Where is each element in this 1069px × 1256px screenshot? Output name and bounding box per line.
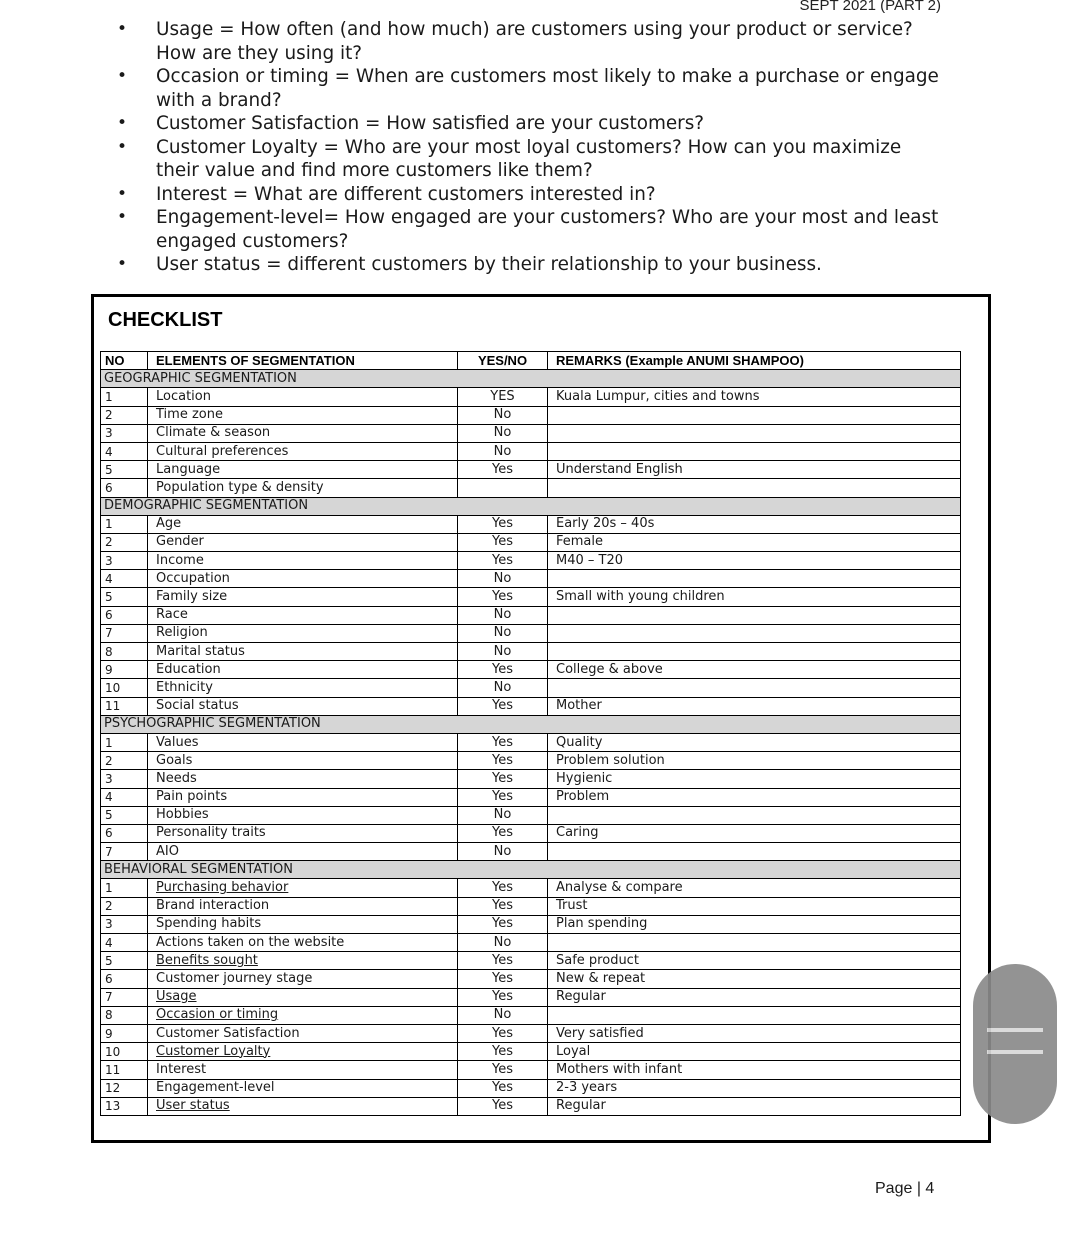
bullet-item: • Customer Loyalty = Who are your most loyal customers? How can you maximize their value and find more customers like them? xyxy=(112,136,942,183)
cell-yesno: Yes xyxy=(458,1079,548,1097)
underlined-element-text: Customer Loyalty xyxy=(156,1043,271,1059)
cell-element: AIO xyxy=(148,843,458,861)
cell-no: 8 xyxy=(101,1006,148,1024)
cell-remarks xyxy=(548,843,961,861)
cell-remarks: Trust xyxy=(548,897,961,915)
cell-element: Customer journey stage xyxy=(148,970,458,988)
cell-element xyxy=(148,1006,458,1024)
table-row xyxy=(101,624,961,642)
table-row xyxy=(101,934,961,952)
cell-yesno: Yes xyxy=(458,515,548,533)
table-row xyxy=(101,1097,961,1115)
table-row xyxy=(101,461,961,479)
column-header-no: NO xyxy=(101,352,148,370)
cell-no: 3 xyxy=(101,770,148,788)
cell-yesno: No xyxy=(458,679,548,697)
table-row xyxy=(101,970,961,988)
table-row xyxy=(101,479,961,497)
cell-no: 13 xyxy=(101,1097,148,1115)
table-row xyxy=(101,843,961,861)
cell-no: 2 xyxy=(101,752,148,770)
cell-element: Goals xyxy=(148,752,458,770)
table-header-row xyxy=(101,352,961,370)
section-row xyxy=(101,861,961,879)
cell-element: Brand interaction xyxy=(148,897,458,915)
section-row xyxy=(101,715,961,733)
column-header-remarks: REMARKS (Example ANUMI SHAMPOO) xyxy=(548,352,961,370)
section-title: DEMOGRAPHIC SEGMENTATION xyxy=(101,497,961,515)
cell-yesno: Yes xyxy=(458,1097,548,1115)
cell-yesno: YES xyxy=(458,388,548,406)
cell-yesno: Yes xyxy=(458,897,548,915)
section-row xyxy=(101,370,961,388)
cell-remarks xyxy=(548,406,961,424)
table-row xyxy=(101,1079,961,1097)
table-row xyxy=(101,806,961,824)
table-row xyxy=(101,1024,961,1042)
segmentation-table xyxy=(100,351,961,1116)
table-row xyxy=(101,697,961,715)
cell-remarks: Regular xyxy=(548,988,961,1006)
cell-yesno: Yes xyxy=(458,533,548,551)
section-row xyxy=(101,497,961,515)
table-row xyxy=(101,952,961,970)
cell-element xyxy=(148,879,458,897)
table-row xyxy=(101,1006,961,1024)
cell-yesno: Yes xyxy=(458,697,548,715)
cell-element: Location xyxy=(148,388,458,406)
cell-yesno: No xyxy=(458,442,548,460)
cell-no: 4 xyxy=(101,788,148,806)
section-title: PSYCHOGRAPHIC SEGMENTATION xyxy=(101,715,961,733)
cell-no: 9 xyxy=(101,1024,148,1042)
document-header-ref: SEPT 2021 (PART 2) xyxy=(799,0,941,14)
page-number: Page | 4 xyxy=(875,1180,935,1197)
table-row xyxy=(101,824,961,842)
cell-element: Climate & season xyxy=(148,424,458,442)
cell-element: Age xyxy=(148,515,458,533)
cell-yesno: No xyxy=(458,606,548,624)
cell-element: Spending habits xyxy=(148,915,458,933)
cell-element: Engagement-level xyxy=(148,1079,458,1097)
cell-no: 7 xyxy=(101,988,148,1006)
table-row xyxy=(101,661,961,679)
cell-no: 4 xyxy=(101,442,148,460)
cell-remarks: Female xyxy=(548,533,961,551)
cell-element: Values xyxy=(148,733,458,751)
cell-remarks: New & repeat xyxy=(548,970,961,988)
section-title: GEOGRAPHIC SEGMENTATION xyxy=(101,370,961,388)
table-row xyxy=(101,515,961,533)
cell-element: Social status xyxy=(148,697,458,715)
cell-yesno: No xyxy=(458,843,548,861)
handle-grip-icon xyxy=(987,1050,1043,1054)
table-row xyxy=(101,988,961,1006)
cell-remarks: Mother xyxy=(548,697,961,715)
table-row xyxy=(101,752,961,770)
cell-remarks xyxy=(548,570,961,588)
cell-remarks: Analyse & compare xyxy=(548,879,961,897)
table-row xyxy=(101,442,961,460)
cell-no: 5 xyxy=(101,461,148,479)
cell-yesno: Yes xyxy=(458,788,548,806)
cell-yesno: Yes xyxy=(458,588,548,606)
cell-no: 2 xyxy=(101,897,148,915)
cell-yesno: No xyxy=(458,424,548,442)
cell-yesno xyxy=(458,479,548,497)
cell-no: 6 xyxy=(101,970,148,988)
cell-yesno: Yes xyxy=(458,879,548,897)
cell-element: Family size xyxy=(148,588,458,606)
table-row xyxy=(101,1061,961,1079)
cell-no: 4 xyxy=(101,934,148,952)
section-title: BEHAVIORAL SEGMENTATION xyxy=(101,861,961,879)
cell-no: 2 xyxy=(101,533,148,551)
cell-remarks: Very satisfied xyxy=(548,1024,961,1042)
cell-remarks xyxy=(548,679,961,697)
checklist-box xyxy=(91,294,991,1143)
cell-element: Hobbies xyxy=(148,806,458,824)
cell-element xyxy=(148,988,458,1006)
underlined-element-text: Usage xyxy=(156,989,197,1005)
bullet-item: • User status = different customers by their relationship to your business. xyxy=(112,253,942,277)
underlined-element-text: Purchasing behavior xyxy=(156,880,289,896)
cell-yesno: Yes xyxy=(458,970,548,988)
cell-element: Occupation xyxy=(148,570,458,588)
cell-element: Time zone xyxy=(148,406,458,424)
bullet-list xyxy=(112,18,942,277)
cell-element: Customer Satisfaction xyxy=(148,1024,458,1042)
cell-no: 11 xyxy=(101,1061,148,1079)
table-row xyxy=(101,879,961,897)
cell-remarks: Safe product xyxy=(548,952,961,970)
cell-no: 1 xyxy=(101,515,148,533)
cell-no: 3 xyxy=(101,424,148,442)
cell-element: Income xyxy=(148,552,458,570)
cell-yesno: Yes xyxy=(458,1043,548,1061)
cell-no: 5 xyxy=(101,806,148,824)
table-row xyxy=(101,897,961,915)
column-header-yesno: YES/NO xyxy=(458,352,548,370)
cell-remarks: Mothers with infant xyxy=(548,1061,961,1079)
cell-no: 5 xyxy=(101,952,148,970)
cell-remarks xyxy=(548,934,961,952)
cell-yesno: No xyxy=(458,806,548,824)
cell-remarks: 2-3 years xyxy=(548,1079,961,1097)
cell-yesno: Yes xyxy=(458,733,548,751)
cell-no: 11 xyxy=(101,697,148,715)
cell-remarks: Early 20s – 40s xyxy=(548,515,961,533)
cell-no: 3 xyxy=(101,552,148,570)
cell-remarks xyxy=(548,643,961,661)
cell-no: 9 xyxy=(101,661,148,679)
cell-element: Actions taken on the website xyxy=(148,934,458,952)
cell-remarks: Regular xyxy=(548,1097,961,1115)
cell-yesno: No xyxy=(458,934,548,952)
cell-no: 6 xyxy=(101,606,148,624)
cell-remarks: M40 – T20 xyxy=(548,552,961,570)
table-row xyxy=(101,788,961,806)
cell-remarks xyxy=(548,1006,961,1024)
cell-remarks: Small with young children xyxy=(548,588,961,606)
cell-yesno: Yes xyxy=(458,952,548,970)
cell-yesno: Yes xyxy=(458,661,548,679)
cell-yesno: Yes xyxy=(458,824,548,842)
cell-no: 4 xyxy=(101,570,148,588)
bullet-item: • Interest = What are different customers interested in? xyxy=(112,183,942,207)
cell-yesno: No xyxy=(458,624,548,642)
scroll-handle[interactable] xyxy=(973,964,1057,1124)
table-body xyxy=(101,370,961,1116)
table-row xyxy=(101,588,961,606)
cell-element: Interest xyxy=(148,1061,458,1079)
cell-no: 1 xyxy=(101,733,148,751)
table-row xyxy=(101,1043,961,1061)
table-row xyxy=(101,570,961,588)
cell-no: 8 xyxy=(101,643,148,661)
cell-remarks xyxy=(548,442,961,460)
cell-element xyxy=(148,952,458,970)
cell-yesno: Yes xyxy=(458,915,548,933)
cell-remarks: Kuala Lumpur, cities and towns xyxy=(548,388,961,406)
cell-remarks xyxy=(548,624,961,642)
cell-no: 12 xyxy=(101,1079,148,1097)
cell-element: Ethnicity xyxy=(148,679,458,697)
cell-yesno: No xyxy=(458,570,548,588)
column-header-element: ELEMENTS OF SEGMENTATION xyxy=(148,352,458,370)
table-row xyxy=(101,388,961,406)
table-row xyxy=(101,552,961,570)
table-row xyxy=(101,915,961,933)
cell-remarks xyxy=(548,479,961,497)
cell-element: Gender xyxy=(148,533,458,551)
cell-yesno: Yes xyxy=(458,988,548,1006)
cell-element: Language xyxy=(148,461,458,479)
cell-no: 7 xyxy=(101,624,148,642)
bullet-item: • Occasion or timing = When are customers most likely to make a purchase or engage with a brand? xyxy=(112,65,942,112)
cell-no: 2 xyxy=(101,406,148,424)
cell-no: 5 xyxy=(101,588,148,606)
cell-element: Marital status xyxy=(148,643,458,661)
cell-no: 3 xyxy=(101,915,148,933)
cell-remarks xyxy=(548,424,961,442)
cell-no: 6 xyxy=(101,479,148,497)
cell-remarks: College & above xyxy=(548,661,961,679)
cell-element: Race xyxy=(148,606,458,624)
table-row xyxy=(101,679,961,697)
bullet-item: • Customer Satisfaction = How satisfied are your customers? xyxy=(112,112,942,136)
cell-yesno: Yes xyxy=(458,770,548,788)
cell-no: 10 xyxy=(101,1043,148,1061)
underlined-element-text: User status xyxy=(156,1098,230,1114)
cell-yesno: Yes xyxy=(458,552,548,570)
cell-remarks: Plan spending xyxy=(548,915,961,933)
cell-remarks xyxy=(548,606,961,624)
cell-no: 1 xyxy=(101,879,148,897)
cell-element: Needs xyxy=(148,770,458,788)
cell-yesno: Yes xyxy=(458,1061,548,1079)
table-row xyxy=(101,643,961,661)
cell-no: 1 xyxy=(101,388,148,406)
cell-element: Personality traits xyxy=(148,824,458,842)
cell-element: Pain points xyxy=(148,788,458,806)
handle-grip-icon xyxy=(987,1028,1043,1032)
cell-remarks: Understand English xyxy=(548,461,961,479)
underlined-element-text: Occasion or timing xyxy=(156,1007,279,1023)
cell-remarks: Hygienic xyxy=(548,770,961,788)
cell-element xyxy=(148,1097,458,1115)
cell-no: 10 xyxy=(101,679,148,697)
cell-yesno: Yes xyxy=(458,461,548,479)
cell-remarks: Loyal xyxy=(548,1043,961,1061)
cell-remarks: Problem solution xyxy=(548,752,961,770)
cell-element: Cultural preferences xyxy=(148,442,458,460)
table-row xyxy=(101,733,961,751)
cell-element: Religion xyxy=(148,624,458,642)
cell-yesno: No xyxy=(458,1006,548,1024)
bullet-item: • Engagement-level= How engaged are your customers? Who are your most and least engaged customers? xyxy=(112,206,942,253)
cell-element: Population type & density xyxy=(148,479,458,497)
cell-remarks: Caring xyxy=(548,824,961,842)
cell-yesno: Yes xyxy=(458,1024,548,1042)
cell-remarks: Problem xyxy=(548,788,961,806)
cell-no: 6 xyxy=(101,824,148,842)
table-row xyxy=(101,533,961,551)
cell-yesno: No xyxy=(458,643,548,661)
cell-element xyxy=(148,1043,458,1061)
underlined-element-text: Benefits sought xyxy=(156,952,258,968)
table-row xyxy=(101,424,961,442)
cell-remarks xyxy=(548,806,961,824)
cell-remarks: Quality xyxy=(548,733,961,751)
table-row xyxy=(101,770,961,788)
table-row xyxy=(101,406,961,424)
bullet-item: • Usage = How often (and how much) are customers using your product or service? How are they using it? xyxy=(112,18,942,65)
cell-element: Education xyxy=(148,661,458,679)
checklist-title: CHECKLIST xyxy=(108,309,223,331)
cell-no: 7 xyxy=(101,843,148,861)
cell-yesno: Yes xyxy=(458,752,548,770)
cell-yesno: No xyxy=(458,406,548,424)
table-row xyxy=(101,606,961,624)
